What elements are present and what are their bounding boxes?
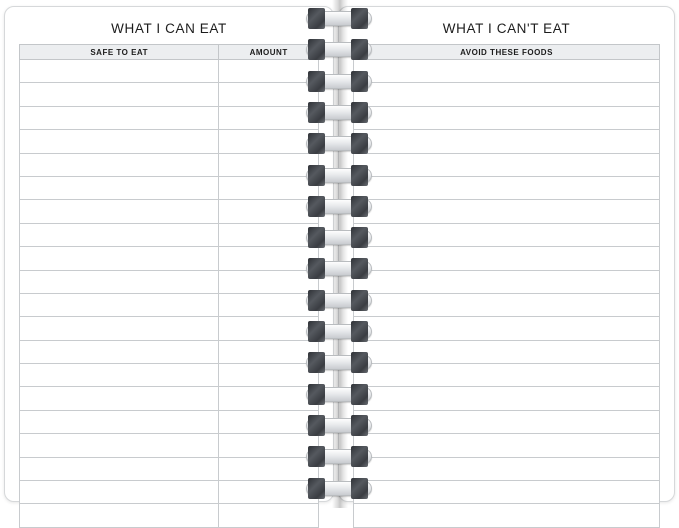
table-row[interactable]	[354, 410, 660, 433]
table-header-row	[354, 45, 660, 60]
table-row[interactable]	[354, 434, 660, 457]
table-row[interactable]	[354, 247, 660, 270]
column-header-amount: AMOUNT	[219, 45, 319, 60]
avoid-foods-rows	[354, 60, 660, 528]
cell-avoid-food[interactable]	[354, 434, 660, 457]
table-row[interactable]	[20, 410, 319, 433]
cell-amount[interactable]	[219, 106, 319, 129]
cell-food[interactable]	[20, 504, 219, 527]
cell-avoid-food[interactable]	[354, 200, 660, 223]
cell-food[interactable]	[20, 83, 219, 106]
cell-avoid-food[interactable]	[354, 247, 660, 270]
table-row[interactable]	[20, 340, 319, 363]
right-page-title: WHAT I CAN'T EAT	[442, 21, 571, 36]
table-row[interactable]	[354, 504, 660, 527]
cell-avoid-food[interactable]	[354, 504, 660, 527]
table-row[interactable]	[20, 364, 319, 387]
cell-food[interactable]	[20, 106, 219, 129]
cell-food[interactable]	[20, 247, 219, 270]
cell-amount[interactable]	[219, 293, 319, 316]
table-row[interactable]	[354, 317, 660, 340]
right-page	[338, 6, 675, 502]
table-row[interactable]	[354, 293, 660, 316]
cell-avoid-food[interactable]	[354, 410, 660, 433]
cell-amount[interactable]	[219, 223, 319, 246]
cell-amount[interactable]	[219, 434, 319, 457]
cell-food[interactable]	[20, 153, 219, 176]
cell-food[interactable]	[20, 223, 219, 246]
cell-food[interactable]	[20, 130, 219, 153]
table-row[interactable]	[354, 387, 660, 410]
cell-amount[interactable]	[219, 481, 319, 504]
cell-food[interactable]	[20, 340, 219, 363]
table-row[interactable]	[20, 83, 319, 106]
cell-avoid-food[interactable]	[354, 83, 660, 106]
table-row[interactable]	[354, 340, 660, 363]
cell-avoid-food[interactable]	[354, 387, 660, 410]
cell-food[interactable]	[20, 176, 219, 199]
table-row[interactable]	[20, 60, 319, 83]
avoid-foods-table	[353, 44, 660, 528]
cell-avoid-food[interactable]	[354, 106, 660, 129]
table-row[interactable]	[354, 83, 660, 106]
cell-food[interactable]	[20, 481, 219, 504]
table-row[interactable]	[20, 153, 319, 176]
cell-amount[interactable]	[219, 504, 319, 527]
table-header-row	[20, 45, 319, 60]
cell-amount[interactable]	[219, 317, 319, 340]
table-row[interactable]	[20, 270, 319, 293]
safe-to-eat-rows	[20, 60, 319, 528]
table-row[interactable]	[20, 176, 319, 199]
table-row[interactable]	[20, 293, 319, 316]
cell-avoid-food[interactable]	[354, 364, 660, 387]
table-row[interactable]	[20, 504, 319, 527]
cell-avoid-food[interactable]	[354, 481, 660, 504]
cell-avoid-food[interactable]	[354, 153, 660, 176]
cell-amount[interactable]	[219, 364, 319, 387]
cell-avoid-food[interactable]	[354, 317, 660, 340]
column-header-safe-to-eat: SAFE TO EAT	[20, 45, 219, 60]
table-row[interactable]	[354, 457, 660, 480]
safe-to-eat-table	[19, 44, 319, 528]
table-row[interactable]	[354, 364, 660, 387]
table-row[interactable]	[20, 317, 319, 340]
table-row[interactable]	[354, 200, 660, 223]
cell-avoid-food[interactable]	[354, 223, 660, 246]
cell-avoid-food[interactable]	[354, 60, 660, 83]
table-row[interactable]	[20, 387, 319, 410]
cell-amount[interactable]	[219, 270, 319, 293]
cell-amount[interactable]	[219, 340, 319, 363]
table-row[interactable]	[354, 176, 660, 199]
table-row[interactable]	[354, 60, 660, 83]
cell-amount[interactable]	[219, 410, 319, 433]
cell-avoid-food[interactable]	[354, 457, 660, 480]
cell-avoid-food[interactable]	[354, 293, 660, 316]
cell-amount[interactable]	[219, 153, 319, 176]
cell-avoid-food[interactable]	[354, 270, 660, 293]
cell-amount[interactable]	[219, 130, 319, 153]
cell-food[interactable]	[20, 387, 219, 410]
cell-food[interactable]	[20, 270, 219, 293]
cell-food[interactable]	[20, 457, 219, 480]
cell-amount[interactable]	[219, 247, 319, 270]
cell-avoid-food[interactable]	[354, 176, 660, 199]
table-row[interactable]	[354, 130, 660, 153]
table-row[interactable]	[354, 153, 660, 176]
cell-avoid-food[interactable]	[354, 340, 660, 363]
cell-amount[interactable]	[219, 176, 319, 199]
table-row[interactable]	[354, 481, 660, 504]
table-row[interactable]	[20, 457, 319, 480]
cell-amount[interactable]	[219, 200, 319, 223]
cell-food[interactable]	[20, 317, 219, 340]
table-row[interactable]	[354, 106, 660, 129]
table-row[interactable]	[20, 130, 319, 153]
table-row[interactable]	[354, 270, 660, 293]
cell-amount[interactable]	[219, 83, 319, 106]
table-row[interactable]	[20, 481, 319, 504]
cell-food[interactable]	[20, 200, 219, 223]
left-page-title: WHAT I CAN EAT	[111, 21, 227, 36]
cell-food[interactable]	[20, 60, 219, 83]
cell-food[interactable]	[20, 293, 219, 316]
cell-food[interactable]	[20, 434, 219, 457]
column-header-avoid-these-foods: AVOID THESE FOODS	[354, 45, 660, 60]
cell-amount[interactable]	[219, 387, 319, 410]
table-row[interactable]	[20, 223, 319, 246]
table-row[interactable]	[20, 247, 319, 270]
cell-amount[interactable]	[219, 457, 319, 480]
left-page	[4, 6, 334, 502]
cell-food[interactable]	[20, 364, 219, 387]
table-row[interactable]	[20, 200, 319, 223]
cell-amount[interactable]	[219, 60, 319, 83]
table-row[interactable]	[20, 106, 319, 129]
cell-food[interactable]	[20, 410, 219, 433]
table-row[interactable]	[20, 434, 319, 457]
table-row[interactable]	[354, 223, 660, 246]
cell-avoid-food[interactable]	[354, 130, 660, 153]
